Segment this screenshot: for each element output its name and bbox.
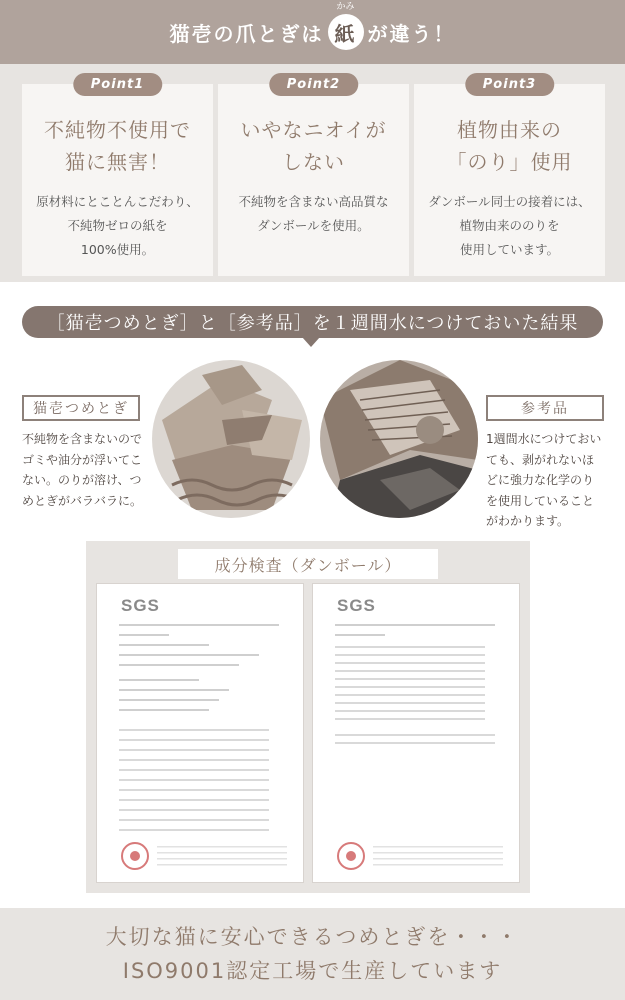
point-heading-2-line2: しない	[282, 150, 345, 174]
result-banner-tail	[302, 337, 320, 347]
sgs-logo: SGS	[121, 596, 160, 615]
header-kanji-ruby: かみ	[336, 2, 355, 12]
point-card-2	[218, 77, 409, 276]
point-body-2-line1: 不純物を含まない高品質な	[238, 194, 389, 209]
desc-reference	[486, 429, 616, 532]
point-heading-3-line1: 植物由来の	[457, 118, 562, 142]
desc-nekoichi	[22, 429, 157, 511]
sgs-report-page-1-content	[97, 584, 304, 883]
point-body-1-line1: 原材料にとことんこだわり、	[36, 194, 199, 209]
desc-reference-line: 1週間水につけておい	[486, 432, 602, 446]
point-heading-3-line2: 「のり」使用	[446, 150, 573, 174]
desc-reference-line: がわかります。	[486, 514, 570, 528]
point-card-3	[414, 77, 605, 276]
point-body-2	[218, 190, 409, 238]
points-section	[0, 64, 625, 282]
photo-reference-soaked	[320, 360, 478, 518]
photo-nekoichi-soaked	[152, 360, 310, 518]
point-heading-2	[218, 114, 409, 178]
desc-nekoichi-line: ない。のりが溶け、つ	[22, 473, 142, 487]
desc-nekoichi-line: 不純物を含まないので	[22, 432, 143, 446]
sgs-report-page-2-content	[313, 584, 520, 883]
desc-reference-line: どに強力な化学のり	[486, 473, 595, 487]
point-badge-2: Point2	[269, 73, 358, 96]
point-body-3	[414, 190, 605, 262]
point-body-2-line2: ダンボールを使用。	[257, 218, 370, 233]
point-body-1-line3: 100%使用。	[80, 242, 155, 257]
point-body-3-line2: 植物由来ののりを	[459, 218, 560, 233]
sgs-report-page-1	[96, 583, 304, 883]
point-heading-1-line1: 不純物不使用で	[44, 118, 191, 142]
label-reference: 参考品	[486, 395, 604, 421]
point-heading-1-line2: 猫に無害！	[65, 150, 170, 174]
footer-line-1: 大切な猫に安心できるつめとぎを・・・	[105, 925, 520, 949]
desc-reference-line: ても、剥がれないほ	[486, 452, 595, 467]
desc-nekoichi-line: ゴミや油分が浮いてこ	[22, 452, 143, 467]
header-kanji: 紙	[334, 21, 357, 46]
footer	[0, 908, 625, 1000]
sgs-section	[86, 541, 530, 893]
header-title-after: が違う！	[367, 21, 456, 46]
sgs-logo: SGS	[337, 596, 376, 615]
footer-line-2: ISO9001認定工場で生産しています	[122, 959, 503, 983]
desc-nekoichi-line: めとぎがバラバラに。	[22, 493, 143, 508]
point-badge-3: Point3	[465, 73, 554, 96]
point-heading-1	[22, 114, 213, 178]
point-body-3-line3: 使用しています。	[459, 242, 559, 257]
result-banner: ［猫壱つめとぎ］と［参考品］を１週間水につけておいた結果	[22, 306, 603, 338]
header-title	[169, 2, 456, 50]
point-body-1	[22, 190, 213, 262]
point-card-1	[22, 77, 213, 276]
point-body-1-line2: 不純物ゼロの紙を	[67, 218, 168, 233]
point-heading-2-line1: いやなニオイが	[240, 118, 387, 142]
point-heading-3	[414, 114, 605, 178]
header-title-before: 猫壱の爪とぎは	[169, 21, 324, 46]
sgs-title: 成分検査（ダンボール）	[178, 549, 438, 579]
header-bar	[0, 0, 625, 64]
point-body-3-line1: ダンボール同士の接着には、	[428, 194, 591, 209]
label-nekoichi: 猫壱つめとぎ	[22, 395, 140, 421]
point-badge-1: Point1	[73, 73, 162, 96]
sgs-report-page-2	[312, 583, 520, 883]
desc-reference-line: を使用していること	[486, 493, 595, 508]
header-kanji-circle	[328, 2, 364, 50]
